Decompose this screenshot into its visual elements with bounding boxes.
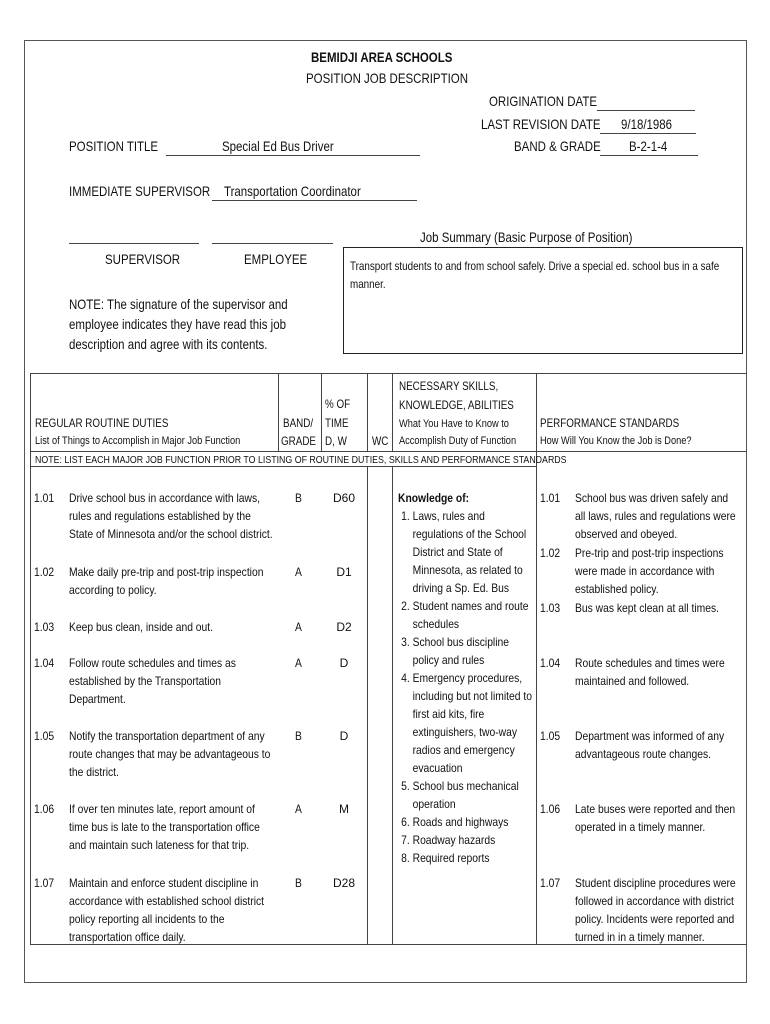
performance-number: 1.03: [540, 601, 561, 615]
performance-number: 1.07: [540, 876, 561, 890]
col-band-line2: GRADE: [281, 434, 317, 448]
performance-text: Late buses were reported and then operated in a timely manner.: [575, 802, 736, 834]
skills-cell: [398, 489, 558, 867]
performance-text: Department was informed of any advantageous route changes.: [575, 729, 725, 761]
skill-item: 8. Required reports: [413, 849, 536, 867]
position-label: POSITION TITLE: [69, 138, 159, 154]
duty-number: 1.07: [34, 876, 55, 890]
band-line: [600, 155, 698, 156]
performance-number: 1.05: [540, 729, 561, 743]
col-skills-line4: Accomplish Duty of Function: [399, 435, 517, 447]
duty-band: B: [295, 729, 302, 743]
col-perf-title: PERFORMANCE STANDARDS: [540, 416, 680, 430]
col-divider-wc-left: [367, 373, 368, 451]
duty-text: Drive school bus in accordance with laws, rules and regulations established by the State of Minnesota and/or the school district.: [69, 491, 273, 541]
duty-text: Maintain and enforce student discipline in accordance with established school district policy reporting all incidents to the transportation office daily.: [69, 876, 265, 944]
origination-line: [597, 110, 695, 111]
org-name: BEMIDJI AREA SCHOOLS: [311, 49, 453, 65]
duty-time: D: [339, 656, 349, 670]
col-time-line2: TIME: [325, 416, 349, 430]
col-divider-wc-right-body: [392, 466, 393, 944]
band-label: BAND & GRADE: [514, 138, 601, 154]
origination-label: ORIGINATION DATE: [489, 93, 598, 109]
col-time-line3: D, W: [325, 434, 347, 448]
position-line: [166, 155, 420, 156]
col-divider-band: [278, 373, 279, 451]
skill-item: 7. Roadway hazards: [413, 831, 536, 849]
table-header-bottom: [30, 451, 747, 452]
duty-number: 1.01: [34, 491, 55, 505]
duty-time: D60: [332, 491, 355, 505]
employee-signature-line: [212, 243, 333, 244]
table-note: NOTE: LIST EACH MAJOR JOB FUNCTION PRIOR TO LISTING OF ROUTINE DUTIES, SKILLS AND PERFORMANCE STANDARDS: [35, 454, 567, 466]
position-value: Special Ed Bus Driver: [222, 138, 334, 154]
skill-item: 6. Roads and highways: [413, 813, 536, 831]
doc-title: POSITION JOB DESCRIPTION: [306, 70, 469, 86]
duty-time: D2: [336, 620, 352, 634]
duty-band: A: [295, 656, 302, 670]
duty-time: D28: [332, 876, 355, 890]
performance-text: Pre-trip and post-trip inspections were made in accordance with established policy.: [575, 546, 724, 596]
table-left-border: [30, 373, 31, 945]
supervisor-signature-label: SUPERVISOR: [105, 251, 181, 267]
duty-number: 1.05: [34, 729, 55, 743]
duty-band: B: [295, 876, 302, 890]
col-time-line1: % OF: [325, 397, 351, 411]
skill-item: 2. Student names and route schedules: [413, 597, 536, 633]
supervisor-value: Transportation Coordinator: [224, 183, 361, 199]
performance-text: Student discipline procedures were followed in accordance with district policy. Incidents were reported and turned in in a timely manner.: [575, 876, 736, 944]
col-divider-wc-left-body: [367, 466, 368, 944]
col-perf-subtitle: How Will You Know the Job is Done?: [540, 435, 692, 447]
col-skills-line3: What You Have to Know to: [399, 418, 509, 430]
revision-value: 9/18/1986: [621, 116, 673, 132]
skills-heading: Knowledge of:: [398, 491, 470, 505]
supervisor-line: [212, 200, 417, 201]
duty-number: 1.02: [34, 565, 55, 579]
duty-band: B: [295, 491, 302, 505]
col-wc: WC: [372, 434, 389, 448]
skill-item: 4. Emergency procedures, including but not limited to first aid kits, fire extinguishers, two-way radios and emergency evacuation: [413, 669, 536, 777]
performance-text: Route schedules and times were maintained and followed.: [575, 656, 725, 688]
duty-text: Make daily pre-trip and post-trip inspection according to policy.: [69, 565, 264, 597]
revision-line: [600, 133, 696, 134]
duty-band: A: [295, 565, 302, 579]
skill-item: 5. School bus mechanical operation: [413, 777, 536, 813]
performance-number: 1.02: [540, 546, 561, 560]
supervisor-signature-line: [69, 243, 199, 244]
performance-text: Bus was kept clean at all times.: [575, 601, 719, 615]
performance-number: 1.06: [540, 802, 561, 816]
duty-text: If over ten minutes late, report amount of time bus is late to the transportation office and maintain such lateness for that trip.: [69, 802, 260, 852]
performance-number: 1.04: [540, 656, 561, 670]
skill-item: 1. Laws, rules and regulations of the School District and State of Minnesota, as related to driving a Sp. Ed. Bus: [413, 507, 536, 597]
col-divider-time: [321, 373, 322, 451]
employee-signature-label: EMPLOYEE: [244, 251, 308, 267]
duty-band: A: [295, 620, 302, 634]
performance-text: School bus was driven safely and all laws, rules and regulations were observed and obeyed.: [575, 491, 736, 541]
duty-text: Follow route schedules and times as established by the Transportation Department.: [69, 656, 236, 706]
duty-number: 1.04: [34, 656, 55, 670]
table-top-border: [30, 373, 747, 374]
duty-band: A: [295, 802, 302, 816]
signature-note: NOTE: The signature of the supervisor and employee indicates they have read this job description and agree with its contents.: [69, 296, 288, 352]
col-band-line1: BAND/: [283, 416, 314, 430]
summary-text: Transport students to and from school safely. Drive a special ed. school bus in a safe manner.: [350, 259, 720, 291]
band-value: B-2-1-4: [629, 138, 668, 154]
revision-label: LAST REVISION DATE: [481, 116, 601, 132]
duty-text: Keep bus clean, inside and out.: [69, 620, 214, 634]
duty-time: M: [339, 802, 349, 816]
skills-list: [398, 507, 536, 867]
skill-item: 3. School bus discipline policy and rules: [413, 633, 536, 669]
summary-heading: Job Summary (Basic Purpose of Position): [420, 229, 633, 245]
col-divider-wc-right: [392, 373, 393, 451]
duty-number: 1.06: [34, 802, 55, 816]
col-duties-subtitle: List of Things to Accomplish in Major Job Function: [35, 435, 241, 447]
duty-number: 1.03: [34, 620, 55, 634]
performance-number: 1.01: [540, 491, 561, 505]
col-skills-line2: KNOWLEDGE, ABILITIES: [399, 398, 514, 412]
col-duties-title: REGULAR ROUTINE DUTIES: [35, 416, 169, 430]
duty-time: D: [339, 729, 349, 743]
col-skills-line1: NECESSARY SKILLS,: [399, 379, 499, 393]
supervisor-label: IMMEDIATE SUPERVISOR: [69, 183, 211, 199]
duty-time: D1: [336, 565, 352, 579]
table-note-bottom: [30, 466, 536, 467]
duty-text: Notify the transportation department of any route changes that may be advantageous to the district.: [69, 729, 271, 779]
